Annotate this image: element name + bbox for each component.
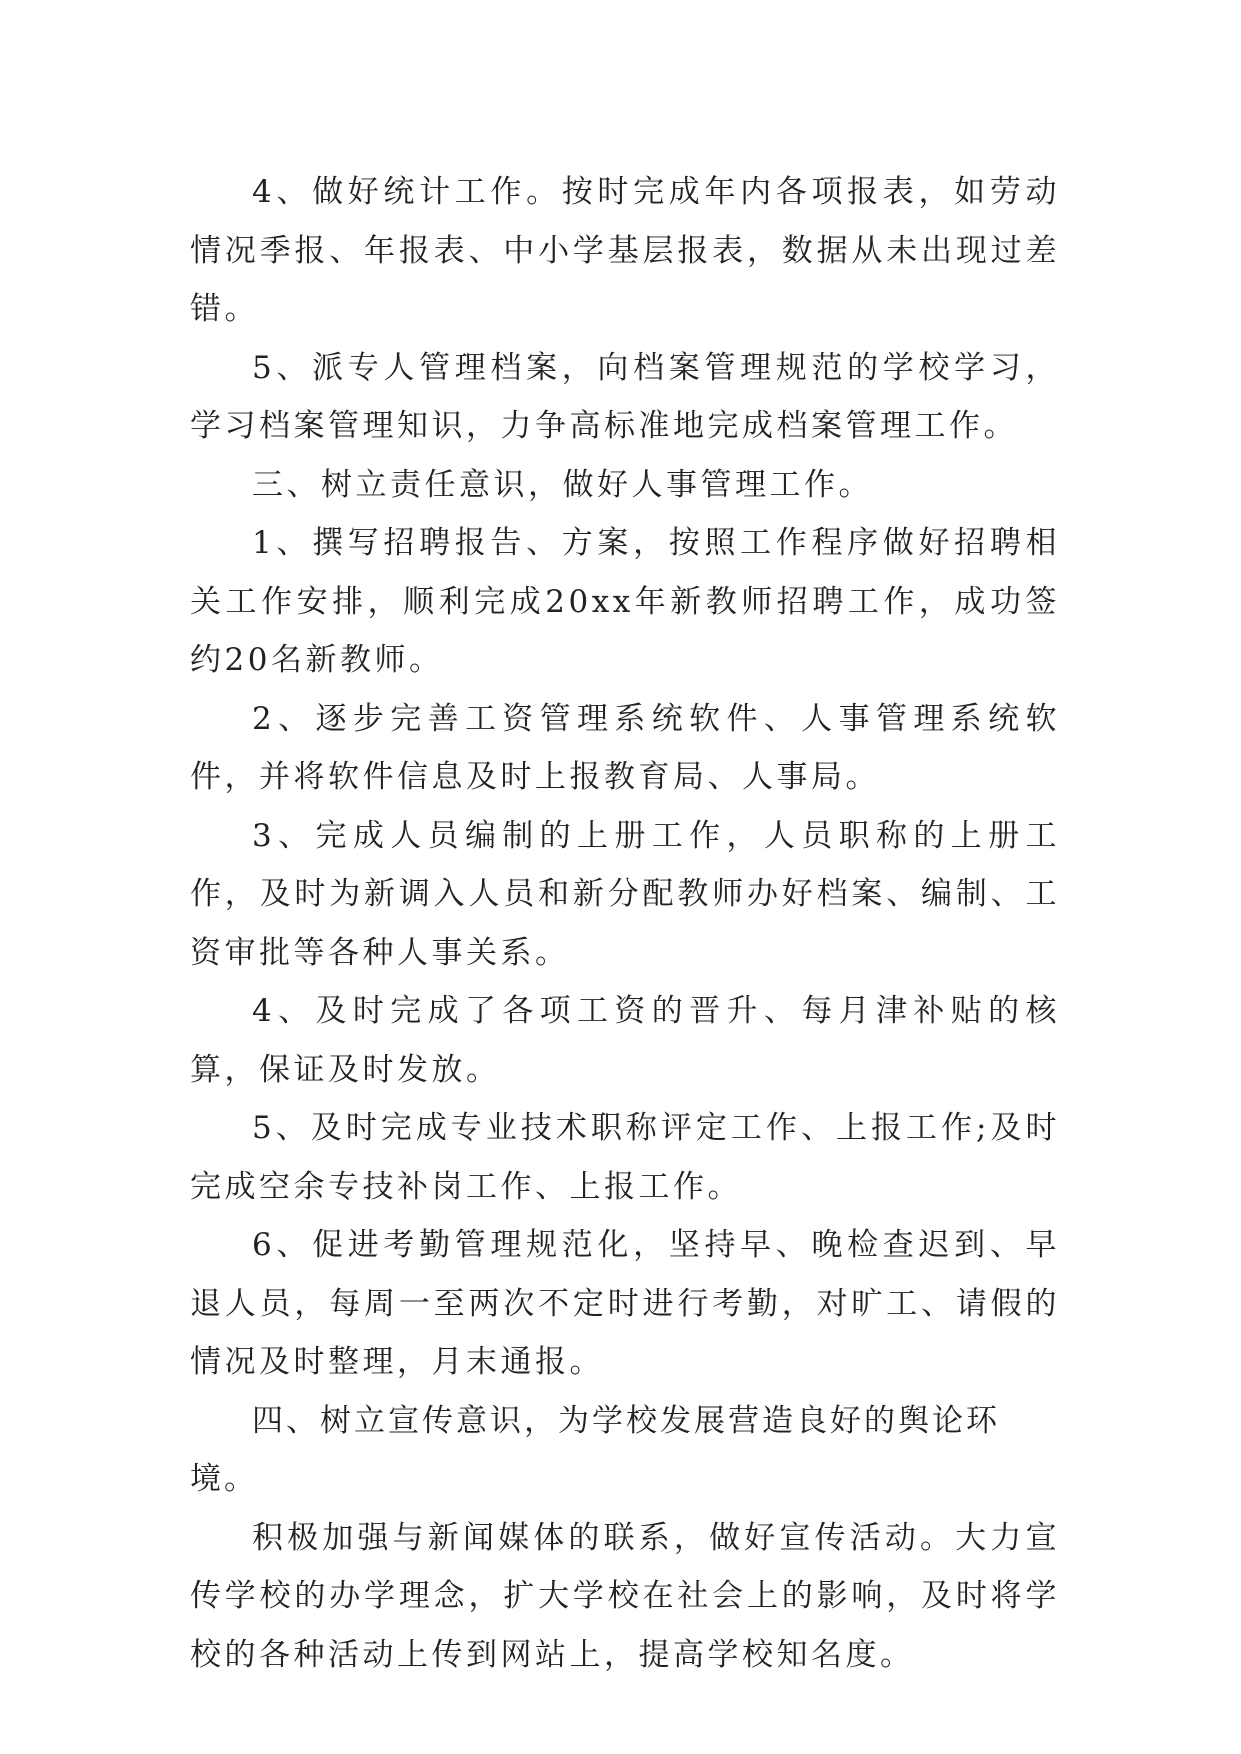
paragraph: 3、完成人员编制的上册工作，人员职称的上册工作，及时为新调入人员和新分配教师办好档案、编制、工资审批等各种人事关系。 xyxy=(190,817,1060,971)
paragraph: 4、做好统计工作。按时完成年内各项报表，如劳动情况季报、年报表、中小学基层报表，数据从未出现过差错。 xyxy=(190,174,1060,327)
document-body xyxy=(190,163,1060,1684)
paragraph: 5、派专人管理档案，向档案管理规范的学校学习，学习档案管理知识，力争高标准地完成档案管理工作。 xyxy=(190,349,1060,444)
paragraph: 积极加强与新闻媒体的联系，做好宣传活动。大力宣传学校的办学理念，扩大学校在社会上的影响，及时将学校的各种活动上传到网站上，提高学校知名度。 xyxy=(190,1519,1060,1673)
paragraph: 4、及时完成了各项工资的晋升、每月津补贴的核算，保证及时发放。 xyxy=(190,993,1060,1088)
paragraph: 2、逐步完善工资管理系统软件、人事管理系统软件，并将软件信息及时上报教育局、人事局。 xyxy=(190,700,1060,795)
section-heading: 四、树立宣传意识，为学校发展营造良好的舆论环境。 xyxy=(190,1402,1000,1497)
paragraph: 5、及时完成专业技术职称评定工作、上报工作;及时完成空余专技补岗工作、上报工作。 xyxy=(190,1110,1060,1205)
paragraph: 6、促进考勤管理规范化，坚持早、晚检查迟到、早退人员，每周一至两次不定时进行考勤，对旷工、请假的情况及时整理，月末通报。 xyxy=(190,1227,1060,1380)
paragraph: 1、撰写招聘报告、方案，按照工作程序做好招聘相关工作安排，顺利完成20xx年新教师招聘工作，成功签约20名新教师。 xyxy=(190,525,1060,678)
section-heading: 三、树立责任意识，做好人事管理工作。 xyxy=(252,466,873,503)
